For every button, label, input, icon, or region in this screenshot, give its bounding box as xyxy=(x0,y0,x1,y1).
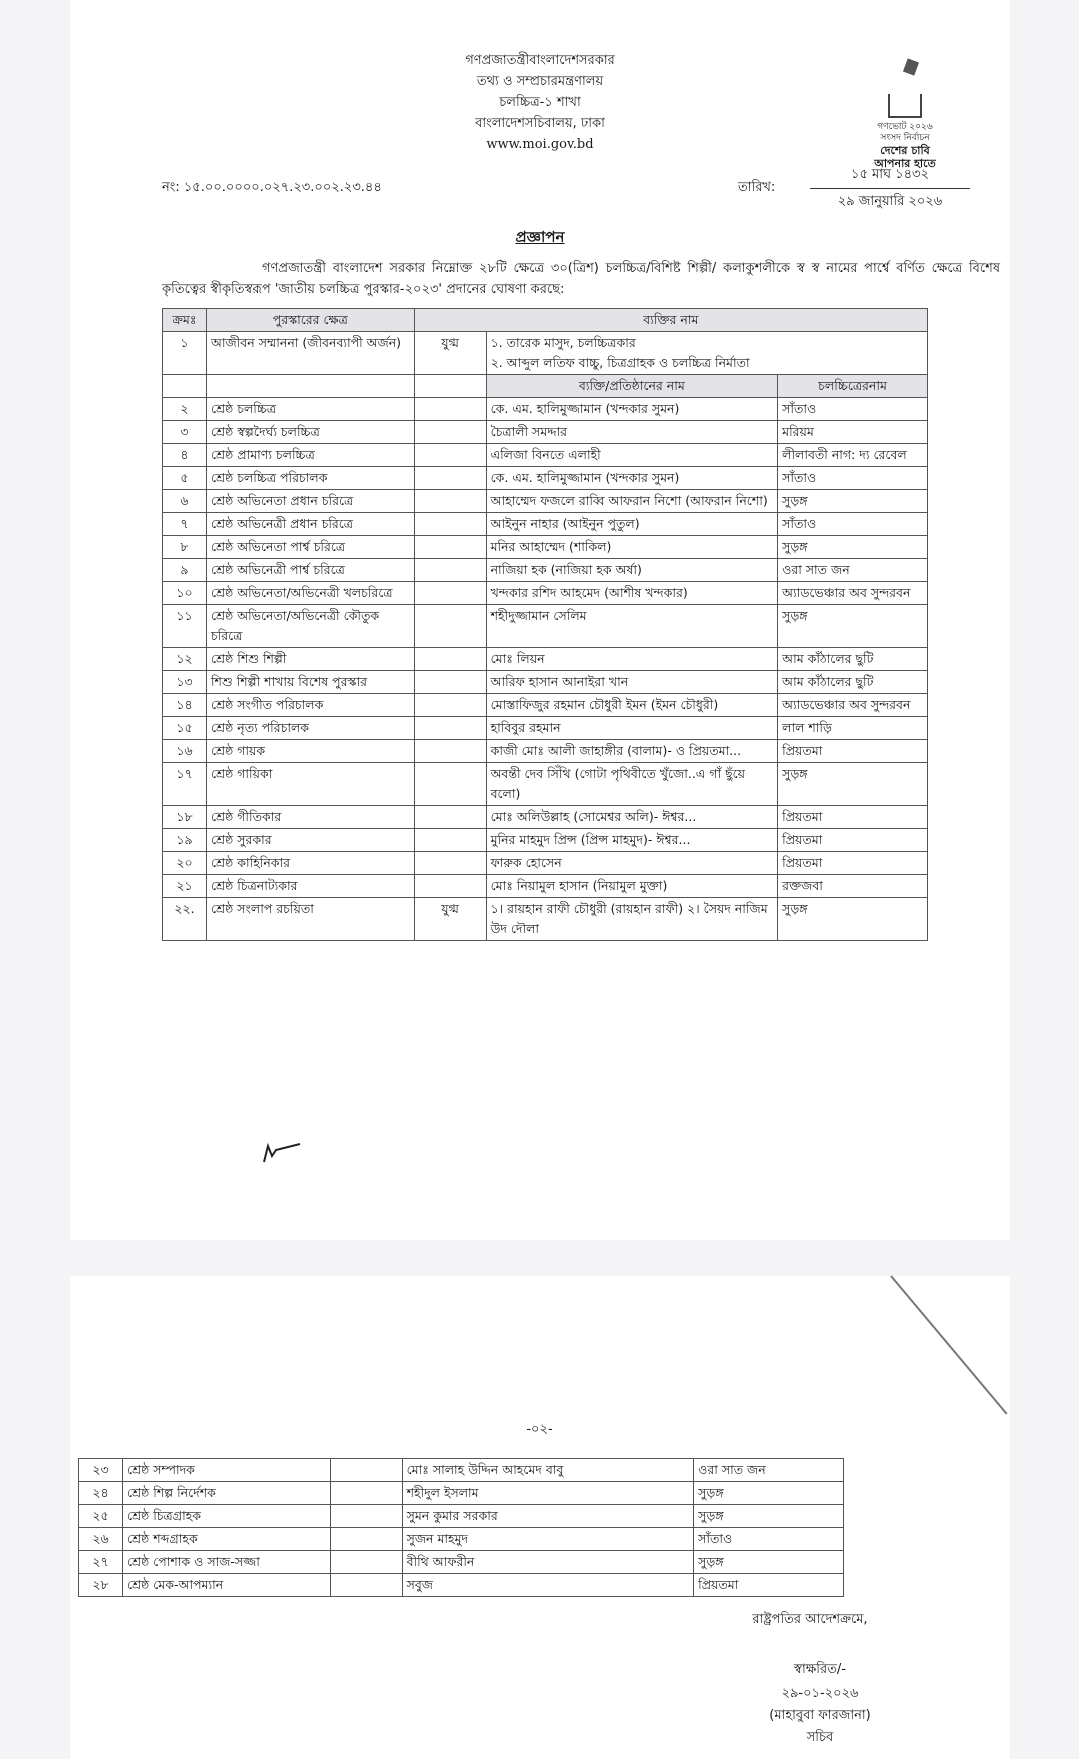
row-serial: ২০ xyxy=(163,852,207,875)
date-bangla: ১৫ মাঘ ১৪৩২ xyxy=(810,165,970,189)
ballot-box-icon xyxy=(888,94,922,118)
row-name: সুজন মাহমুদ xyxy=(402,1528,694,1551)
row-tag xyxy=(414,648,486,671)
row-serial: ২৫ xyxy=(79,1505,123,1528)
row-film: ওরা সাত জন xyxy=(694,1459,844,1482)
row-serial: ১৬ xyxy=(163,740,207,763)
document-page-1 xyxy=(70,0,1010,1240)
logo-line-2: সংসদ নির্বাচন xyxy=(880,133,930,143)
row-name: মোস্তাফিজুর রহমান চৌধুরী ইমন (ইমন চৌধুরী) xyxy=(486,694,778,717)
table-row xyxy=(79,1459,844,1482)
row-serial: ২৮ xyxy=(79,1574,123,1597)
row-serial: ৪ xyxy=(163,444,207,467)
row-name: মনির আহাম্মেদ (শাকিল) xyxy=(486,536,778,559)
row-film: সুড়ঙ্গ xyxy=(778,898,928,941)
row-field: শ্রেষ্ঠ কাহিনিকার xyxy=(206,852,414,875)
row-field: শ্রেষ্ঠ সম্পাদক xyxy=(122,1459,330,1482)
row-film: মরিয়ম xyxy=(778,421,928,444)
row-serial: ২৩ xyxy=(79,1459,123,1482)
row-serial: ১৪ xyxy=(163,694,207,717)
row-tag xyxy=(330,1459,402,1482)
row-field: শ্রেষ্ঠ চলচ্চিত্র xyxy=(206,398,414,421)
table-row xyxy=(163,740,928,763)
logo-line-4: আপনার হাতে xyxy=(874,157,936,170)
row-film: প্রিয়তমা xyxy=(778,852,928,875)
row-name: সুমন কুমার সরকার xyxy=(402,1505,694,1528)
row-tag xyxy=(330,1528,402,1551)
page-number: -০২- xyxy=(526,1422,553,1437)
row-film: সাঁতাও xyxy=(694,1528,844,1551)
letterhead-address: বাংলাদেশসচিবালয়, ঢাকা xyxy=(475,116,605,131)
row-tag xyxy=(414,605,486,648)
row-film: অ্যাডভেঞ্চার অব সুন্দরবন xyxy=(778,694,928,717)
table-row xyxy=(163,763,928,806)
signed-text: স্বাক্ষরিত/- xyxy=(794,1662,846,1677)
row-film: সুড়ঙ্গ xyxy=(778,605,928,648)
row-film: আম কাঁঠালের ছুটি xyxy=(778,671,928,694)
row-serial: ১৭ xyxy=(163,763,207,806)
row-tag: যুগ্ম xyxy=(414,332,486,375)
row-field: শিশু শিল্পী শাখায় বিশেষ পুরস্কার xyxy=(206,671,414,694)
row-field: শ্রেষ্ঠ পোশাক ও সাজ-সজ্জা xyxy=(122,1551,330,1574)
table-row xyxy=(79,1574,844,1597)
row-field: শ্রেষ্ঠ স্বল্পদৈর্ঘ্য চলচ্চিত্র xyxy=(206,421,414,444)
row-field: শ্রেষ্ঠ সংগীত পরিচালক xyxy=(206,694,414,717)
table-row xyxy=(163,806,928,829)
row-field: শ্রেষ্ঠ চিত্রনাট্যকার xyxy=(206,875,414,898)
row-tag xyxy=(414,875,486,898)
header-film: চলচ্চিত্রেরনাম xyxy=(778,375,928,398)
row-film: আম কাঁঠালের ছুটি xyxy=(778,648,928,671)
signatory-name: (মাহাবুবা ফারজানা) xyxy=(769,1708,871,1723)
row-name: বীথি আফরীন xyxy=(402,1551,694,1574)
row-serial: ৮ xyxy=(163,536,207,559)
row-tag xyxy=(414,490,486,513)
row-serial: ১ xyxy=(163,332,207,375)
table-row xyxy=(79,1505,844,1528)
row-tag xyxy=(330,1551,402,1574)
table-row xyxy=(163,398,928,421)
row-name: মোঃ নিয়ামুল হাসান (নিয়ামুল মুক্তা) xyxy=(486,875,778,898)
row-serial: ১৯ xyxy=(163,829,207,852)
row-name: কাজী মোঃ আলী জাহাঙ্গীর (বালাম)- ও প্রিয়তমা... xyxy=(486,740,778,763)
row-tag xyxy=(414,806,486,829)
row-field: শ্রেষ্ঠ সংলাপ রচয়িতা xyxy=(206,898,414,941)
row-tag xyxy=(414,467,486,490)
header-field: পুরস্কারের ক্ষেত্র xyxy=(206,309,414,332)
row-tag xyxy=(330,1574,402,1597)
intro-paragraph: গণপ্রজাতন্ত্রী বাংলাদেশ সরকার নিম্নোক্ত ২৮টি ক্ষেত্রে ৩০(ত্রিশ) চলচ্চিত্র/বিশিষ্ট শিল্পী/ কলাকুশলীকে স্ব স্ব নামের পার্শ্বে বর্ণিত ক্ষেত্রে বিশেষ কৃতিত্বের স্বীকৃতিস্বরূপ 'জাতীয় চলচ্চিত্র পুরস্কার-২০২৩' প্রদানের ঘোষণা করছে: xyxy=(162,261,1000,297)
row-film: সাঁতাও xyxy=(778,467,928,490)
letterhead-ministry: তথ্য ও সম্প্রচারমন্ত্রণালয় xyxy=(476,74,604,89)
row-serial: ৯ xyxy=(163,559,207,582)
order-text: রাষ্ট্রপতির আদেশক্রমে, xyxy=(752,1612,868,1627)
date-block xyxy=(810,165,970,213)
awards-table-continued xyxy=(78,1458,844,1597)
row-serial: ১০ xyxy=(163,582,207,605)
table-row xyxy=(163,421,928,444)
row-serial: ৬ xyxy=(163,490,207,513)
row-film: সুড়ঙ্গ xyxy=(778,536,928,559)
row-name: চৈত্রালী সমদ্দার xyxy=(486,421,778,444)
row-tag xyxy=(414,717,486,740)
row-field: শ্রেষ্ঠ অভিনেত্রী পার্শ্ব চরিত্রে xyxy=(206,559,414,582)
row-film: প্রিয়তমা xyxy=(694,1574,844,1597)
row-field: শ্রেষ্ঠ অভিনেতা/অভিনেত্রী কৌতুক চরিত্রে xyxy=(206,605,414,648)
row-tag xyxy=(414,694,486,717)
table-row xyxy=(163,694,928,717)
row-serial: ১৮ xyxy=(163,806,207,829)
row-tag xyxy=(414,398,486,421)
initial-signature xyxy=(262,1140,302,1164)
logo-line-3: দেশের চাবি xyxy=(880,144,930,157)
table-row xyxy=(163,513,928,536)
row-film: ওরা সাত জন xyxy=(778,559,928,582)
row-serial: ২১ xyxy=(163,875,207,898)
table-row xyxy=(163,875,928,898)
row-film: প্রিয়তমা xyxy=(778,829,928,852)
row-tag xyxy=(414,740,486,763)
table-row xyxy=(79,1528,844,1551)
row-film: লাল শাড়ি xyxy=(778,717,928,740)
row-field: শ্রেষ্ঠ অভিনেতা/অভিনেত্রী খলচরিত্রে xyxy=(206,582,414,605)
row-serial: ৩ xyxy=(163,421,207,444)
row-name: ১। রায়হান রাফী চৌধুরী (রায়হান রাফী) ২। সৈয়দ নাজিম উদ দৌলা xyxy=(486,898,778,941)
row-name: অবন্তী দেব সিঁথি (গোটা পৃথিবীতে খুঁজো..এ গাঁ ছুঁয়ে বলো) xyxy=(486,763,778,806)
row-tag xyxy=(330,1505,402,1528)
row-serial: ৭ xyxy=(163,513,207,536)
row-field: শ্রেষ্ঠ গায়ক xyxy=(206,740,414,763)
row-film: প্রিয়তমা xyxy=(778,806,928,829)
row-film: সুড়ঙ্গ xyxy=(778,763,928,806)
row-serial: ২২. xyxy=(163,898,207,941)
table-row xyxy=(163,898,928,941)
signed-date: ২৯-০১-২০২৬ xyxy=(781,1686,859,1701)
row-serial: ১৩ xyxy=(163,671,207,694)
row-name: এলিজা বিনতে এলাহী xyxy=(486,444,778,467)
row-tag xyxy=(414,513,486,536)
awards-table xyxy=(162,308,928,941)
row-name: আহাম্মেদ ফজলে রাব্বি আফরান নিশো (আফরান নিশো) xyxy=(486,490,778,513)
row-name: শহীদুল ইসলাম xyxy=(402,1482,694,1505)
row-field: শ্রেষ্ঠ চলচ্চিত্র পরিচালক xyxy=(206,467,414,490)
table-row xyxy=(163,717,928,740)
row-name: কে. এম. হালিমুজ্জামান (খন্দকার সুমন) xyxy=(486,398,778,421)
row-field: শ্রেষ্ঠ গীতিকার xyxy=(206,806,414,829)
date-english: ২৯ জানুয়ারি ২০২৬ xyxy=(837,194,943,209)
row-film: অ্যাডভেঞ্চার অব সুন্দরবন xyxy=(778,582,928,605)
row-field: শ্রেষ্ঠ শব্দগ্রাহক xyxy=(122,1528,330,1551)
row-name: হাবিবুর রহমান xyxy=(486,717,778,740)
row-tag xyxy=(414,671,486,694)
row-name: কে. এম. হালিমুজ্জামান (খন্দকার সুমন) xyxy=(486,467,778,490)
letterhead-website: www.moi.gov.bd xyxy=(486,137,594,152)
row-film: প্রিয়তমা xyxy=(778,740,928,763)
table-row xyxy=(163,582,928,605)
table-row xyxy=(163,467,928,490)
row-film: সাঁতাও xyxy=(778,398,928,421)
signatory-designation: সচিব xyxy=(806,1730,834,1745)
row-tag xyxy=(414,536,486,559)
election-logo xyxy=(840,52,970,170)
row-film: সুড়ঙ্গ xyxy=(694,1551,844,1574)
table-row xyxy=(79,1482,844,1505)
row-name: মোঃ অলিউল্লাহ (সোমেশ্বর অলি)- ঈশ্বর... xyxy=(486,806,778,829)
row-name: শহীদুজ্জামান সেলিম xyxy=(486,605,778,648)
table-row xyxy=(163,671,928,694)
row-tag: যুগ্ম xyxy=(414,898,486,941)
row-film: সুড়ঙ্গ xyxy=(778,490,928,513)
row-serial: ২৬ xyxy=(79,1528,123,1551)
header-serial: ক্রমঃ xyxy=(163,309,207,332)
row-serial: ১২ xyxy=(163,648,207,671)
row-serial: ২৭ xyxy=(79,1551,123,1574)
row-field: শ্রেষ্ঠ শিল্প নির্দেশক xyxy=(122,1482,330,1505)
row-name: আইনুন নাহার (আইনুন পুতুল) xyxy=(486,513,778,536)
table-row xyxy=(163,536,928,559)
row-names xyxy=(486,332,927,375)
header-person-org: ব্যক্তি/প্রতিষ্ঠানের নাম xyxy=(486,375,778,398)
row-film: রক্তজবা xyxy=(778,875,928,898)
row-field: শ্রেষ্ঠ গায়িকা xyxy=(206,763,414,806)
document-title: প্রজ্ঞাপন xyxy=(515,228,565,246)
row-serial: ২৪ xyxy=(79,1482,123,1505)
row-name: আরিফ হাসান আনাইরা খান xyxy=(486,671,778,694)
row-name: ফারুক হোসেন xyxy=(486,852,778,875)
row-tag xyxy=(414,559,486,582)
table-row xyxy=(163,490,928,513)
row-tag xyxy=(330,1482,402,1505)
row-field: শ্রেষ্ঠ নৃত্য পরিচালক xyxy=(206,717,414,740)
row-serial: ১১ xyxy=(163,605,207,648)
table-row xyxy=(163,605,928,648)
table-row xyxy=(163,852,928,875)
table-row xyxy=(163,332,928,375)
row-name: নাজিয়া হক (নাজিয়া হক অর্ষা) xyxy=(486,559,778,582)
row-name: মোঃ লিয়ন xyxy=(486,648,778,671)
table-row xyxy=(163,444,928,467)
table-row xyxy=(163,559,928,582)
row-film: লীলাবতী নাগ: দ্য রেবেল xyxy=(778,444,928,467)
ballot-icon xyxy=(903,58,919,75)
row-tag xyxy=(414,852,486,875)
row-field: শ্রেষ্ঠ মেক-আপম্যান xyxy=(122,1574,330,1597)
row-tag xyxy=(414,444,486,467)
row-film: সুড়ঙ্গ xyxy=(694,1505,844,1528)
row-serial: ৫ xyxy=(163,467,207,490)
row-field: শ্রেষ্ঠ অভিনেতা প্রধান চরিত্রে xyxy=(206,490,414,513)
row-serial: ১৫ xyxy=(163,717,207,740)
row-serial: ২ xyxy=(163,398,207,421)
lifetime-name-2: ২. আব্দুল লতিফ বাচ্চু, চিত্রগ্রাহক ও চলচ্চিত্র নির্মাতা xyxy=(490,355,750,370)
table-row xyxy=(79,1551,844,1574)
row-tag xyxy=(414,763,486,806)
row-name: মোঃ সালাহ উদ্দিন আহমেদ বাবু xyxy=(402,1459,694,1482)
row-film: সুড়ঙ্গ xyxy=(694,1482,844,1505)
header-person: ব্যক্তির নাম xyxy=(414,309,927,332)
row-field: শ্রেষ্ঠ সুরকার xyxy=(206,829,414,852)
row-field: শ্রেষ্ঠ অভিনেতা পার্শ্ব চরিত্রে xyxy=(206,536,414,559)
lifetime-name-1: ১. তারেক মাসুদ, চলচ্চিত্রকার xyxy=(490,335,636,350)
row-field: শ্রেষ্ঠ চিত্রগ্রাহক xyxy=(122,1505,330,1528)
table-row xyxy=(163,648,928,671)
letterhead-branch: চলচ্চিত্র-১ শাখা xyxy=(499,95,581,110)
logo-line-1: গণভোট ২০২৬ xyxy=(877,122,933,132)
row-field: শ্রেষ্ঠ শিশু শিল্পী xyxy=(206,648,414,671)
row-tag xyxy=(414,421,486,444)
table-row xyxy=(163,829,928,852)
letterhead-govt: গণপ্রজাতন্ত্রীবাংলাদেশসরকার xyxy=(465,53,615,68)
row-tag xyxy=(414,582,486,605)
date-label: তারিখ: xyxy=(738,180,776,195)
row-field: আজীবন সম্মাননা (জীবনব্যাপী অর্জন) xyxy=(206,332,414,375)
row-name: খন্দকার রশিদ আহমেদ (আশীষ খন্দকার) xyxy=(486,582,778,605)
reference-number: নং: ১৫.০০.০০০০.০২৭.২৩.০০২.২৩.৪৪ xyxy=(162,180,382,195)
row-field: শ্রেষ্ঠ প্রামাণ্য চলচ্চিত্র xyxy=(206,444,414,467)
row-film: সাঁতাও xyxy=(778,513,928,536)
row-name: মুনির মাহমুদ প্রিন্স (প্রিন্স মাহমুদ)- ঈশ্বর... xyxy=(486,829,778,852)
row-name: সবুজ xyxy=(402,1574,694,1597)
row-tag xyxy=(414,829,486,852)
row-field: শ্রেষ্ঠ অভিনেত্রী প্রধান চরিত্রে xyxy=(206,513,414,536)
